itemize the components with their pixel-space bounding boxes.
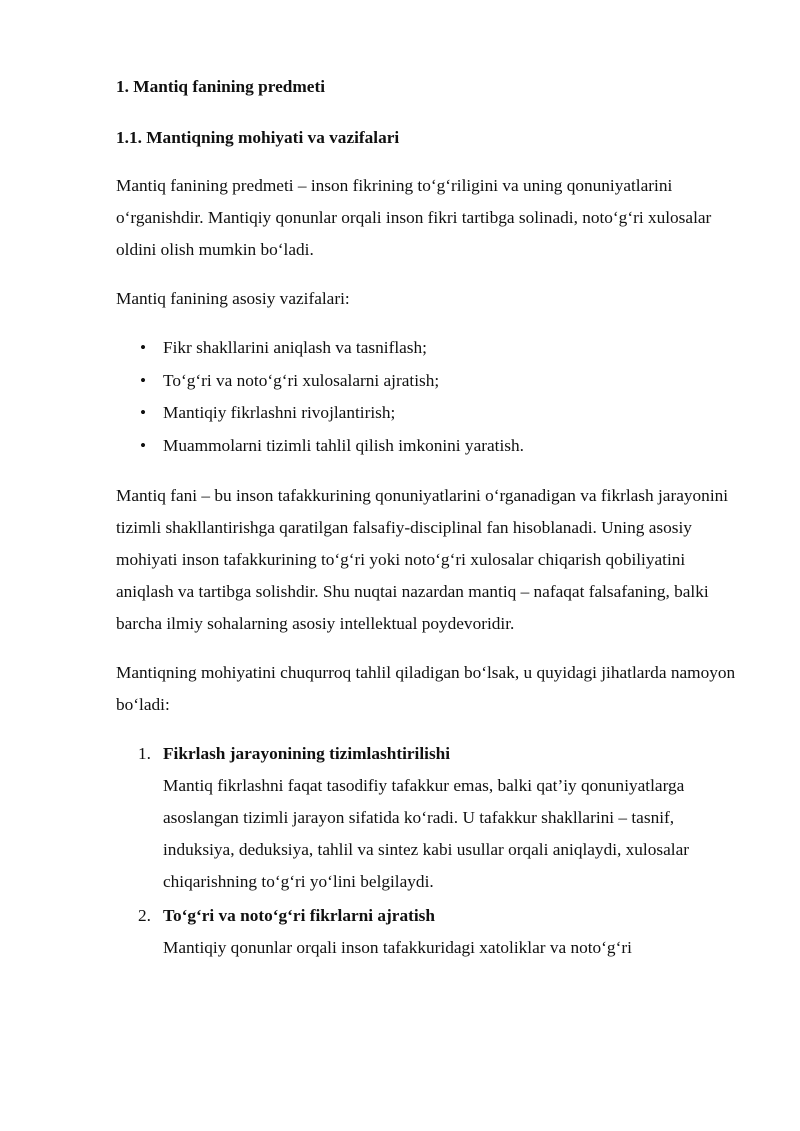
paragraph-tasks-intro: Mantiq fanining asosiy vazifalari: [116,289,350,308]
list-item-text: To‘g‘ri va noto‘g‘ri xulosalarni ajratish; [163,370,440,390]
list-item-text: Fikr shakllarini aniqlash va tasniflash; [163,338,427,357]
list-item [116,738,746,898]
document-page [116,74,746,966]
list-item-number: 1. [138,744,151,763]
aspects-numbered-list [116,738,746,964]
paragraph-essence: Mantiq fani – bu inson tafakkurining qonuniyatlarini o‘rganadigan va fikrlash jarayonini tizimli shakllantirishga qaratilgan falsafiy-disciplinal fan hisoblanadi. Uning asosiy mohiyati inson tafakkurining to‘g‘ri yoki noto‘g‘ri xulosalar chiqarish qobiliyatini aniqlash va tartibga solishdir. Shu nuqtai nazardan mantiq – nafaqat falsafaning, balki barcha ilmiy sohalarning asosiy intellektual poydevoridir. [116,486,729,633]
list-item-text: Muammolarni tizimli tahlil qilish imkonini yaratish. [163,435,524,455]
list-item-title: Fikrlash jarayonining tizimlashtirilishi [163,744,451,763]
section-heading: 1. Mantiq fanining predmeti [116,77,325,96]
list-item [116,397,746,430]
subsection-heading: 1.1. Mantiqning mohiyati va vazifalari [116,128,400,147]
list-item [116,900,746,964]
paragraph-definition: Mantiq fanining predmeti – inson fikrining to‘g‘riligini va uning qonuniyatlarini o‘rganishdir. Mantiqiy qonunlar orqali inson fikri tartibga solinadi, noto‘g‘ri xulosalar oldini olish mumkin bo‘ladi. [116,176,712,259]
bullet-icon: • [140,435,147,455]
list-item-title: To‘g‘ri va noto‘g‘ri fikrlarni ajratish [163,906,435,925]
list-item-body: Mantiq fikrlashni faqat tasodifiy tafakkur emas, balki qat’iy qonuniyatlarga asoslangan tizimli jarayon sifatida ko‘radi. U tafakkur shakllarini – tasnif, induksiya, deduksiya, tahlil va sintez kabi usullar orqali aniqlaydi, xulosalar chiqarishning to‘g‘ri yo‘lini belgilaydi. [163,776,689,891]
tasks-bullet-list [116,332,746,462]
bullet-icon: • [140,403,147,422]
list-item-body: Mantiqiy qonunlar orqali inson tafakkuridagi xatoliklar va noto‘g‘ri [163,938,632,957]
list-item-text: Mantiqiy fikrlashni rivojlantirish; [163,403,396,422]
list-item-number: 2. [138,906,151,925]
bullet-icon: • [140,370,147,390]
list-item [116,365,746,398]
list-item [116,430,746,463]
paragraph-aspects-intro: Mantiqning mohiyatini chuqurroq tahlil qiladigan bo‘lsak, u quyidagi jihatlarda namoyon bo‘ladi: [116,663,736,714]
bullet-icon: • [140,338,147,357]
list-item [116,332,746,365]
